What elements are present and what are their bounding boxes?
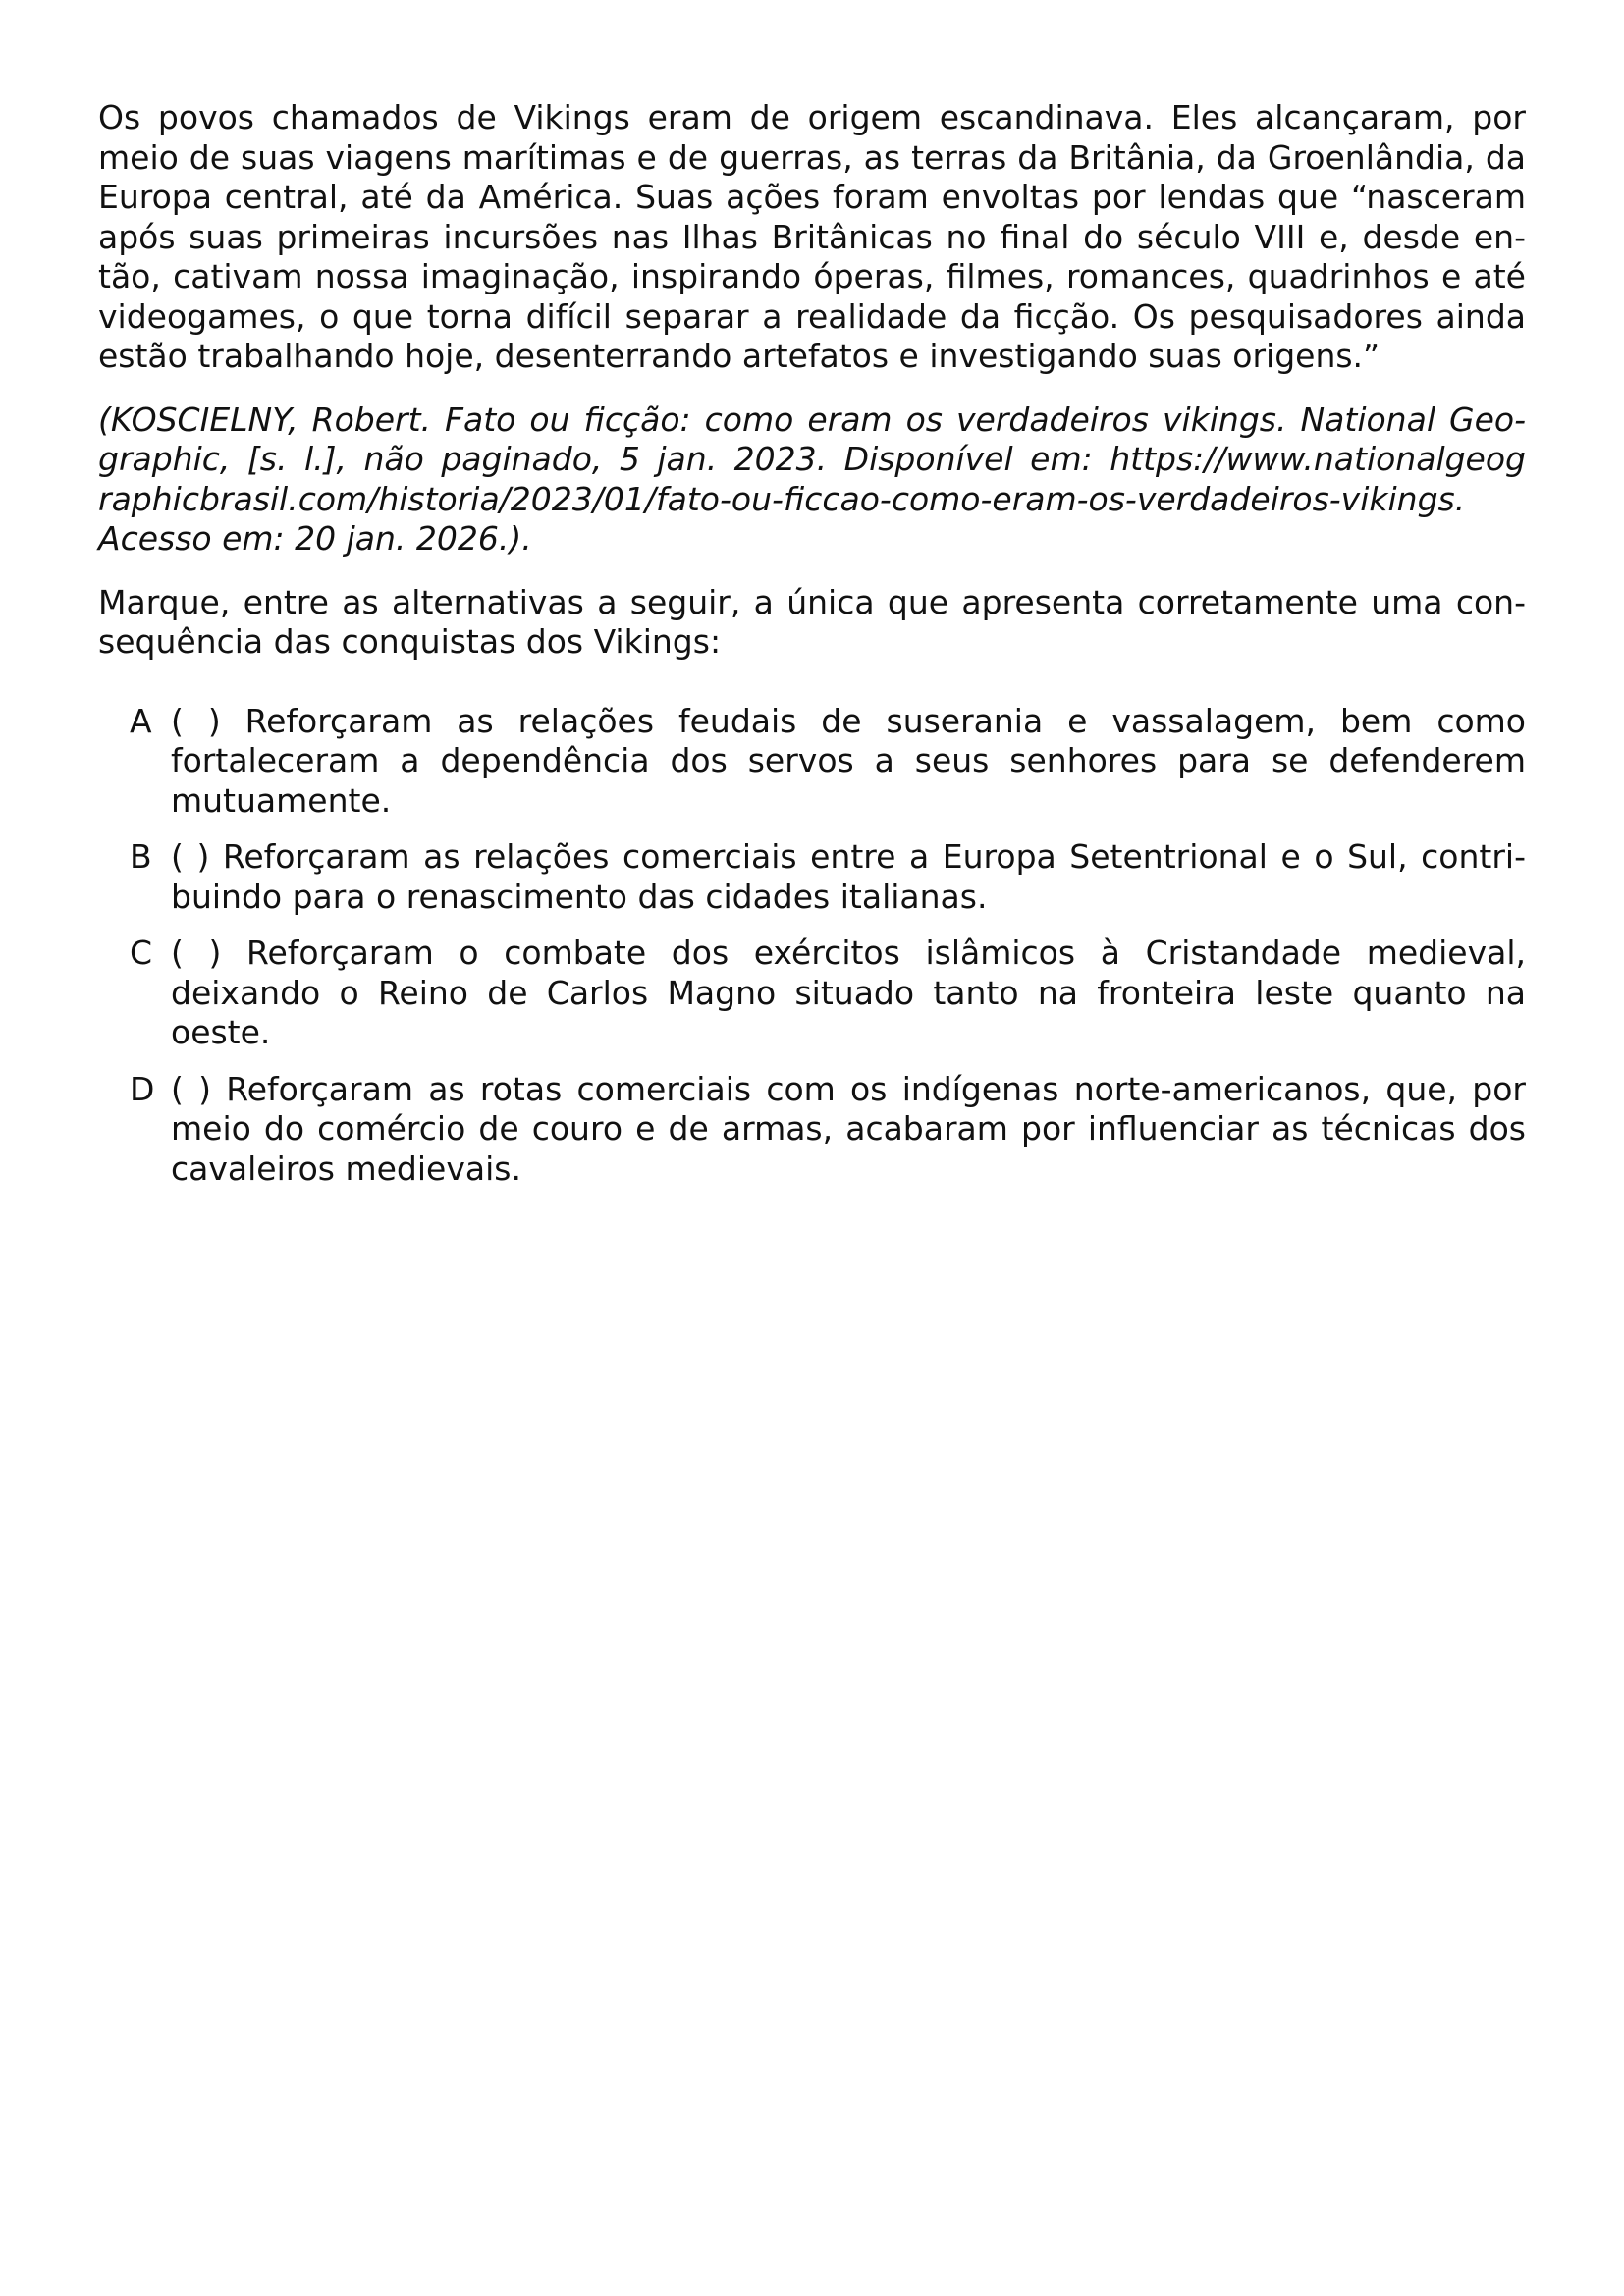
intro-paragraph: Os povos chamados de Vikings eram de origem escandinava. Eles alcançaram, por meio de suas viagens marítimas e de guerras, as terras da Britânia, da Groenlândia, da Europa central, até da América. Suas ações foram envoltas por lendas que “nasceram após suas primeiras incursões nas Ilhas Britânicas no final do século VIII e, desde então, cativam nossa imaginação, inspirando óperas, filmes, romances, quadrinhos e até videogames, o que torna difícil separar a realidade da ficção. Os pesquisadores ainda estão trabalhando hoje, desenterrando artefatos e investigando suas origens.” (98, 98, 1526, 375)
option-letter: A (130, 701, 152, 740)
option-a[interactable] (98, 702, 1526, 822)
option-letter: D (130, 1069, 155, 1108)
option-text: ( ) Reforçaram as rotas comerciais com os indígenas norte-americanos, que, por meio do comércio de couro e de armas, acabaram por influenciar as técnicas dos cavaleiros medievais. (171, 1069, 1526, 1188)
option-text: ( ) Reforçaram as relações feudais de suserania e vassalagem, bem como fortaleceram a dependência dos servos a seus senhores para se defenderem mutuamente. (171, 701, 1526, 820)
option-c[interactable] (98, 934, 1526, 1053)
option-d[interactable] (98, 1070, 1526, 1190)
question-prompt: Marque, entre as alternativas a seguir, a única que apresenta corretamente uma consequência das conquistas dos Vikings: (98, 582, 1526, 661)
option-text: ( ) Reforçaram as relações comerciais entre a Europa Setentrional e o Sul, contribuindo para o renascimento das cidades italianas. (171, 837, 1526, 916)
question-page (98, 98, 1526, 1205)
option-text: ( ) Reforçaram o combate dos exércitos islâmicos à Cristandade medieval, deixando o Reino de Carlos Magno situado tanto na fronteira leste quanto na oeste. (171, 934, 1526, 1051)
source-citation: (KOSCIELNY, Robert. Fato ou ficção: como eram os verdadeiros vikings. National Geographic, [s. l.], não paginado, 5 jan. 2023. Disponível em: https://www.nationalgeog​raphicbrasil.com/historia/2023/01/fato-ou-ficcao-como-eram-os-verdadeiros-vikings. Acesso em: 20 jan. 2026.). (98, 400, 1526, 558)
option-letter: B (130, 837, 152, 876)
option-letter: C (130, 934, 153, 972)
answer-options (98, 702, 1526, 1190)
option-b[interactable] (98, 837, 1526, 917)
